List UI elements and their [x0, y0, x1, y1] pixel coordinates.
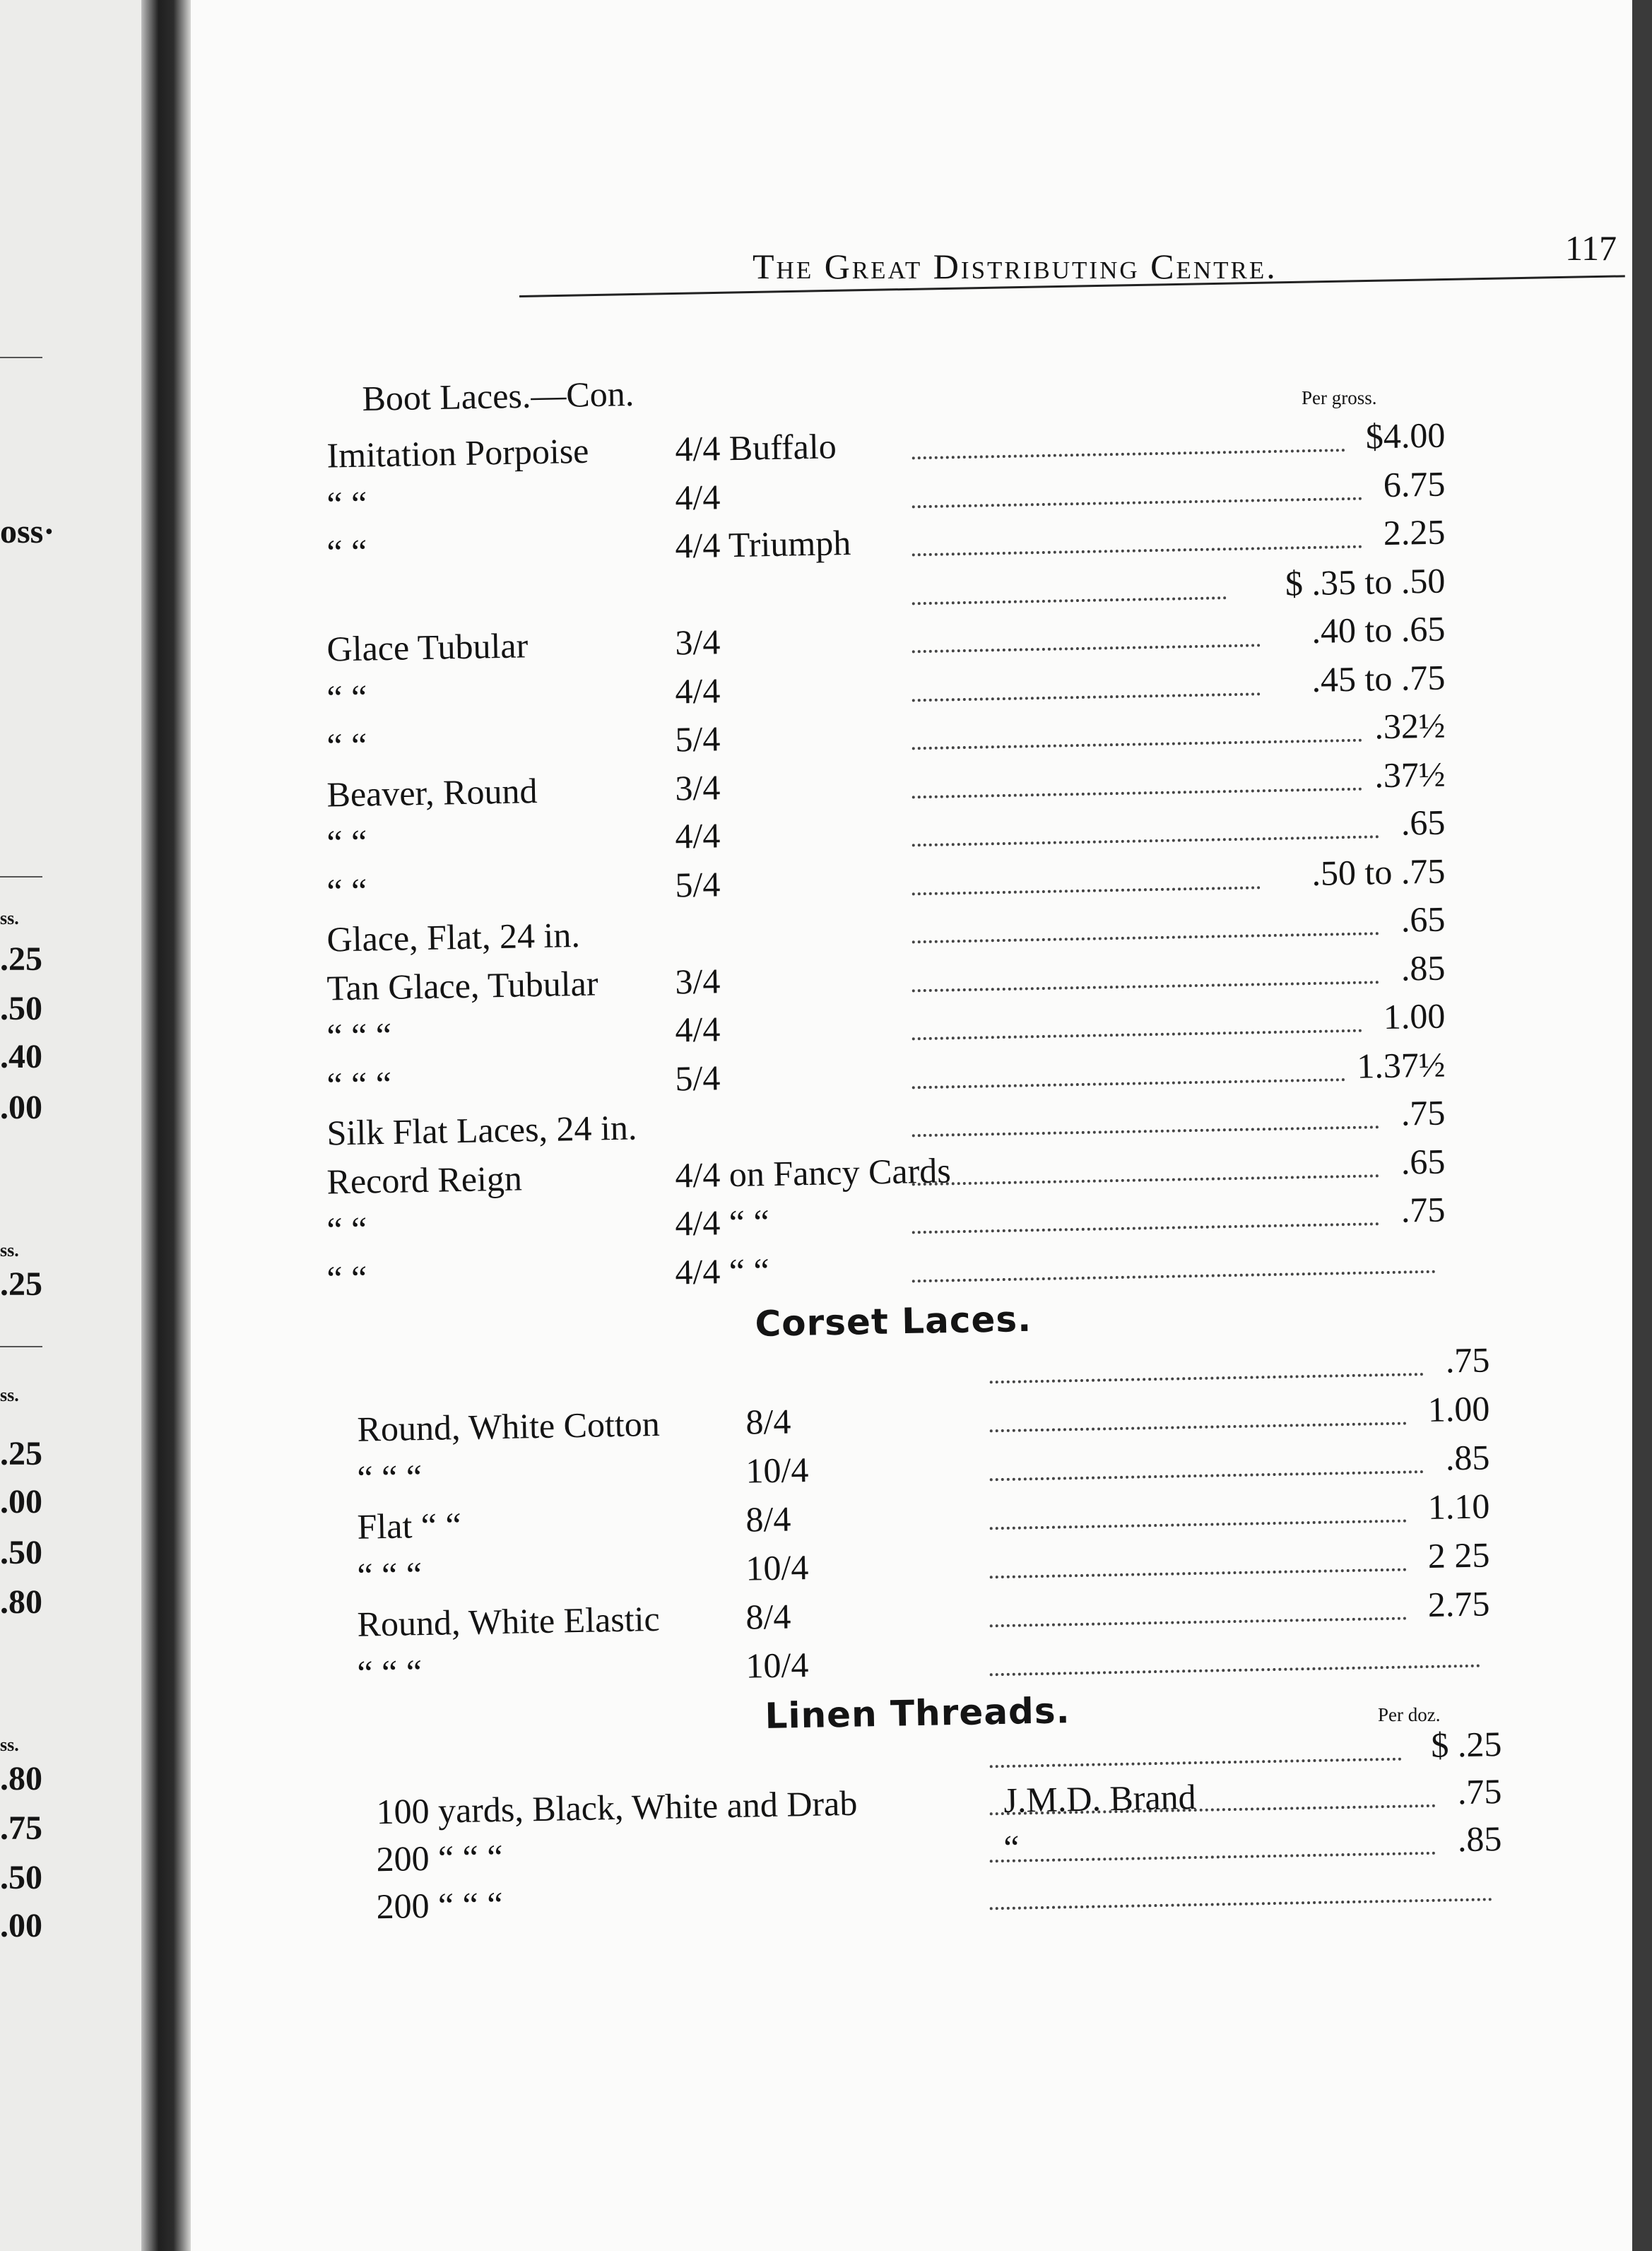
facing-page-fragment: .80 [0, 1760, 42, 1797]
dot-leader [912, 981, 1379, 992]
dot-leader [990, 1617, 1407, 1628]
item-name: 100 yards, Black, White and Drab [376, 1783, 858, 1832]
item-name: “ “ “ [357, 1457, 423, 1498]
facing-page-fragment: .00 [0, 1483, 42, 1520]
dot-leader [990, 1898, 1492, 1910]
item-name: “ “ [326, 1209, 367, 1250]
item-price: 2.75 [1427, 1583, 1490, 1624]
item-size: 3/4 [674, 960, 721, 1001]
item-name: Record Reign [326, 1157, 523, 1202]
dot-leader [990, 1665, 1480, 1677]
item-name: Silk Flat Laces, 24 in. [326, 1107, 637, 1153]
facing-page-fragment: .50 [0, 990, 42, 1027]
item-price: .75 [1457, 1771, 1502, 1812]
facing-page-fragment: .25 [0, 1435, 42, 1472]
dot-leader [912, 1078, 1345, 1089]
item-name: “ “ [326, 531, 367, 572]
item-name: Tan Glace, Tubular [326, 962, 598, 1008]
facing-page-fragment: .00 [0, 1907, 42, 1944]
item-price: 2 25 [1427, 1535, 1490, 1576]
section-title-linen-threads: Linen Threads. [765, 1690, 1071, 1737]
dot-leader [912, 1270, 1436, 1282]
section-title-corset-laces: Corset Laces. [755, 1298, 1032, 1345]
running-title: The Great Distributing Centre. [753, 247, 1278, 286]
item-size: 4/4 on Fancy Cards [674, 1150, 952, 1195]
item-name: Glace, Flat, 24 in. [326, 914, 581, 959]
item-price: .50 to .75 [1311, 851, 1446, 893]
item-price: 1.10 [1427, 1486, 1490, 1527]
facing-page-fragment: .40 [0, 1038, 42, 1075]
item-size: 8/4 [745, 1401, 791, 1442]
facing-page-fragment: ss. [0, 1240, 19, 1260]
item-price: .85 [1400, 947, 1446, 988]
item-price: $4.00 [1365, 415, 1446, 456]
item-price: .65 [1400, 1141, 1446, 1182]
item-size: 8/4 [745, 1499, 791, 1540]
dot-leader [912, 449, 1345, 459]
item-name: 200 “ “ “ [376, 1884, 504, 1927]
facing-page-fragment: oss· [0, 513, 55, 550]
item-price: .32½ [1374, 705, 1446, 747]
facing-page-fragment: .00 [0, 1089, 42, 1126]
item-size: 5/4 [674, 863, 721, 904]
item-size: 4/4 Buffalo [674, 426, 837, 469]
dot-leader [912, 545, 1362, 557]
dot-leader [912, 739, 1362, 750]
item-size: 8/4 [745, 1596, 791, 1637]
item-name: Round, White Elastic [357, 1598, 661, 1644]
item-name: “ “ [326, 1257, 367, 1299]
item-name: 200 “ “ “ [376, 1836, 504, 1879]
facing-page-fragment: .80 [0, 1583, 42, 1621]
item-name: “ “ “ [357, 1554, 423, 1595]
item-size: 3/4 [674, 622, 721, 663]
item-price: $ .35 to .50 [1285, 560, 1446, 603]
item-name: “ “ [326, 870, 367, 911]
page-number: 117 [1565, 228, 1617, 268]
item-price: 1.00 [1383, 995, 1446, 1037]
item-size: 10/4 [745, 1645, 809, 1686]
dot-leader [912, 644, 1261, 653]
dot-leader [990, 1422, 1407, 1433]
dot-leader [912, 692, 1261, 702]
item-size: 4/4 “ “ [674, 1250, 770, 1292]
dot-leader [912, 1126, 1379, 1137]
item-price: $ .25 [1430, 1724, 1502, 1765]
dot-leader [990, 1758, 1402, 1768]
item-price: 2.25 [1383, 512, 1446, 553]
item-price: 1.37½ [1356, 1044, 1446, 1086]
unit-label-per-doz: Per doz. [1378, 1704, 1441, 1725]
item-size: 4/4 “ “ [674, 1202, 770, 1243]
item-price: .75 [1400, 1092, 1446, 1133]
item-size: 5/4 [674, 719, 721, 760]
facing-page-fragment: .75 [0, 1809, 42, 1847]
dot-leader [912, 886, 1261, 895]
item-name: “ “ [326, 483, 367, 524]
facing-page-fragment: ss. [0, 1735, 19, 1755]
item-name: “ “ [326, 676, 367, 718]
dot-leader [990, 1568, 1407, 1579]
facing-page-rule [0, 357, 42, 358]
dot-leader [912, 835, 1379, 846]
facing-page-fragment: .25 [0, 1265, 42, 1303]
item-price: .37½ [1374, 754, 1446, 795]
item-price: .45 to .75 [1311, 657, 1446, 699]
item-name: Glace Tubular [326, 625, 529, 669]
item-name: “ “ [326, 822, 367, 863]
item-size: 4/4 Triumph [674, 522, 851, 566]
item-size: 4/4 [674, 815, 721, 856]
dot-leader [990, 1373, 1424, 1383]
item-name: Flat “ “ [357, 1505, 462, 1547]
item-size: 4/4 [674, 670, 721, 711]
facing-page-rule [0, 1346, 42, 1347]
item-size: J.M.D. Brand [1003, 1776, 1197, 1820]
dot-leader [912, 1029, 1362, 1041]
facing-page-fragment: ss. [0, 908, 19, 928]
item-size: 3/4 [674, 767, 721, 808]
item-name: “ “ “ [326, 1015, 392, 1056]
dot-leader [912, 1222, 1379, 1234]
item-name: Round, White Cotton [357, 1403, 661, 1449]
item-name: “ “ [326, 725, 367, 766]
dot-leader [912, 497, 1362, 508]
item-price: 1.00 [1427, 1388, 1490, 1429]
item-price: .85 [1457, 1819, 1502, 1860]
item-size: “ [1003, 1827, 1020, 1867]
dot-leader [912, 932, 1379, 943]
facing-page-fragment: ss. [0, 1385, 19, 1405]
dot-leader [990, 1852, 1436, 1863]
item-price: .65 [1400, 899, 1446, 940]
item-name: “ “ “ [357, 1652, 423, 1693]
facing-page-fragment: .50 [0, 1534, 42, 1571]
item-size: 5/4 [674, 1057, 721, 1098]
dot-leader [912, 1174, 1379, 1186]
facing-page-fragment: .25 [0, 940, 42, 978]
item-price: .85 [1445, 1437, 1490, 1478]
item-name: Imitation Porpoise [326, 430, 589, 475]
facing-page-fragment: .50 [0, 1859, 42, 1896]
item-size: 4/4 [674, 476, 721, 517]
dot-leader [990, 1520, 1407, 1530]
item-size: 10/4 [745, 1547, 809, 1588]
unit-label-per-gross: Per gross. [1302, 387, 1377, 408]
section-heading-boot-laces: Boot Laces.—Con. [362, 373, 635, 418]
item-size: 4/4 [674, 1009, 721, 1050]
item-price: .75 [1445, 1340, 1490, 1381]
item-price: .65 [1400, 802, 1446, 843]
dot-leader [990, 1470, 1424, 1481]
dot-leader [912, 787, 1362, 798]
item-price: .40 to .65 [1311, 608, 1446, 651]
item-price: 6.75 [1383, 463, 1446, 504]
item-price: .75 [1400, 1189, 1446, 1230]
dot-leader [912, 596, 1227, 605]
item-name: Beaver, Round [326, 770, 538, 815]
item-name: “ “ “ [326, 1063, 392, 1105]
item-size: 10/4 [745, 1450, 809, 1491]
